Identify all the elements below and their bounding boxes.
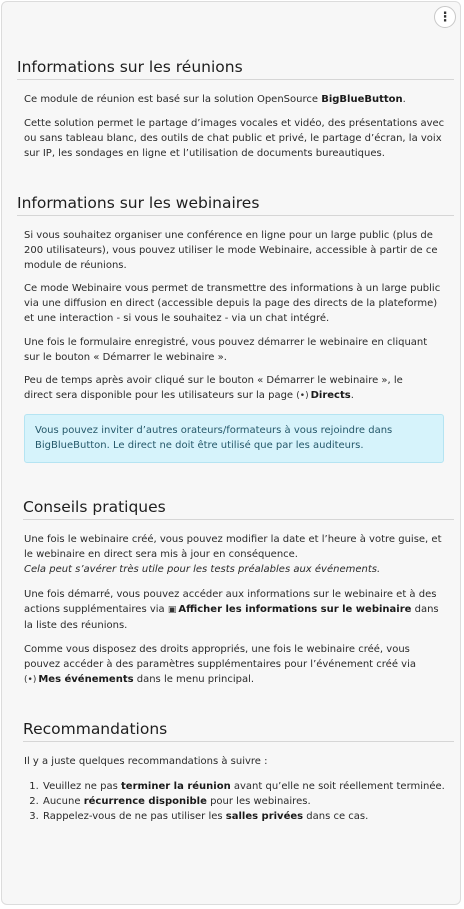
kebab-menu-icon: ⋮ xyxy=(438,9,452,25)
webinaires-paragraph-2: Ce mode Webinaire vous permet de transmettre des informations à un large public via une diffusion en direct (accessible depuis la page des directs de la plateforme) et une interaction - si vous le souhaitez - via un chat intégré. xyxy=(24,283,441,324)
reunions-paragraph-1: Ce module de réunion est basé sur la solution OpenSource BigBlueButton. xyxy=(24,94,406,105)
conseils-paragraph-3: Comme vous disposez des droits appropriés, une fois le webinaire créé, vous pouvez accéder à des paramètres supplémentaires pour l’événement créé via (•) Mes événements dans le menu principal. xyxy=(24,644,416,685)
webinaires-paragraph-1: Si vous souhaitez organiser une conférence en ligne pour un large public (plus de 200 utilisateurs), vous pouvez utiliser le mode Webinaire, accessible à partir de ce module de réunions. xyxy=(24,230,438,271)
events-broadcast-icon: (•) xyxy=(24,675,37,685)
bigbluebutton-bold: BigBlueButton xyxy=(321,94,403,105)
list-item: 3. Rappelez-vous de ne pas utiliser les salles privées dans ce cas. xyxy=(42,809,462,824)
recommandations-intro: Il y a juste quelques recommandations à suivre : xyxy=(24,756,268,767)
recommandations-list xyxy=(24,779,462,824)
info-alert: Vous pouvez inviter d’autres orateurs/formateurs à vous rejoindre dans BigBlueButton. Le direct ne doit être utilisé que par les auditeurs. xyxy=(24,414,444,463)
reunions-paragraph-2: Cette solution permet le partage d’images vocales et vidéo, des présentations avec ou sans tableau blanc, des outils de chat public et privé, le partage d’écran, la voix sur IP, les sondages en ligne et l’utilisation de documents bureautiques. xyxy=(24,118,445,159)
webinar-info-link[interactable]: Afficher les informations sur le webinaire xyxy=(178,604,412,615)
webinar-info-icon: ▣ xyxy=(167,605,177,615)
conseils-paragraph-2: Une fois démarré, vous pouvez accéder aux informations sur le webinaire et à des actions supplémentaires via ▣ Afficher les informations sur le webinaire dans la liste des réunions. xyxy=(24,589,439,631)
info-panel xyxy=(1,1,461,905)
heading-reunions: Informations sur les réunions xyxy=(17,58,454,80)
webinaires-paragraph-4: Peu de temps après avoir cliqué sur le bouton « Démarrer le webinaire », le direct sera disponible pour les utilisateurs sur la page (•) Directs. xyxy=(24,375,403,401)
heading-conseils: Conseils pratiques xyxy=(23,498,454,520)
more-options-button[interactable] xyxy=(434,6,456,28)
list-item: 2. Aucune récurrence disponible pour les webinaires. xyxy=(42,794,462,809)
list-item: 1. Veuillez ne pas terminer la réunion avant qu’elle ne soit réellement terminée. xyxy=(42,779,462,794)
heading-recommandations: Recommandations xyxy=(23,720,454,742)
webinaires-paragraph-3: Une fois le formulaire enregistré, vous pouvez démarrer le webinaire en cliquant sur le bouton « Démarrer le webinaire ». xyxy=(24,337,428,363)
broadcast-icon: (•) xyxy=(296,391,309,401)
mes-evenements-link[interactable]: Mes événements xyxy=(38,674,134,685)
directs-link[interactable]: Directs xyxy=(310,390,351,401)
conseils-italic-note: Cela peut s’avérer très utile pour les tests préalables aux événements. xyxy=(24,564,381,575)
conseils-paragraph-1: Une fois le webinaire créé, vous pouvez modifier la date et l’heure à votre guise, et le webinaire en direct sera mis à jour en conséquence. Cela peut s’avérer très utile pour les tests préalables aux événements. xyxy=(24,534,442,575)
heading-webinaires: Informations sur les webinaires xyxy=(17,194,454,216)
